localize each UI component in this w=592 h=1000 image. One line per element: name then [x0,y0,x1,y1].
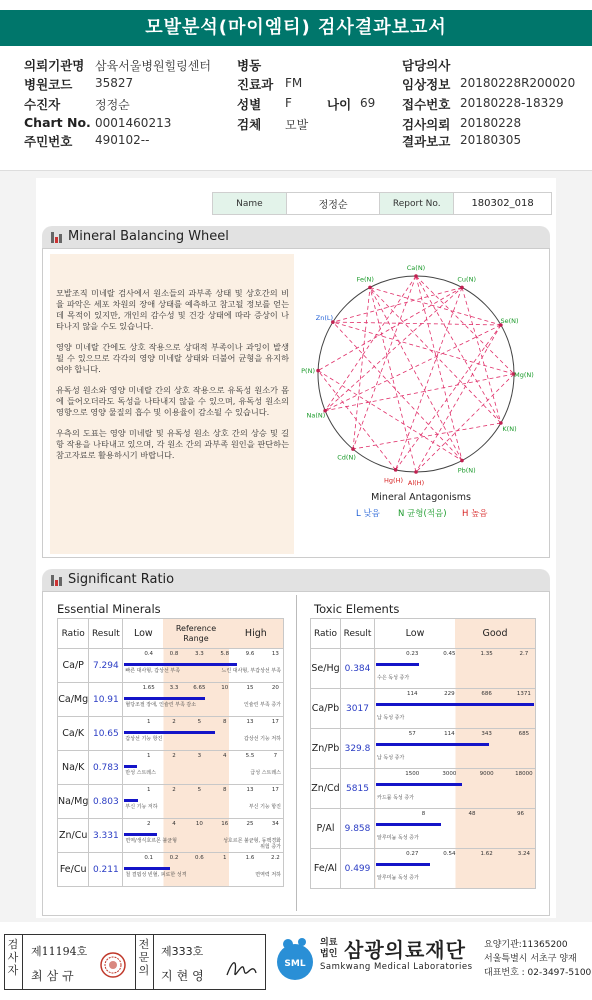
tick-label: 1.65 [142,685,155,691]
col-low: Low [375,619,455,648]
col-ratio: Ratio [311,619,341,649]
report-title: 모발분석(마이엠티) 검사결과보고서 [0,10,592,46]
tick-label: 343 [481,731,492,737]
tick-label: 2 [172,787,176,793]
ratio-row [58,717,284,751]
info-label: 수진자 [24,97,61,112]
ratio-bar-cell [375,849,536,889]
ratio-bar [376,663,419,666]
info-label: 진료과 [237,77,274,92]
supervisor-number: 제333호 [161,945,204,958]
ratio-note-high: 급성 스트레스 [250,770,281,776]
ratio-note-high: 인슐린 부족 증가 [244,702,281,708]
ratio-bar-cell [123,819,284,853]
org-english-name: Samkwang Medical Laboratories [320,962,473,972]
ratio-note-low: 면역/생식호르몬 불균형 [125,838,177,844]
footer [0,926,592,1000]
wheel-paragraph: 우측의 도표는 영양 미네랄 및 유독성 원소 상호 간의 상승 및 길항 작용을 나타내고 있으며, 각 원소 간의 과부족 원인을 판단하는 참고자료로 활용하시기 바랍니다. [56,428,289,460]
ratio-note: 납 독성 증가 [377,755,405,761]
ratio-row [311,689,536,729]
ratio-row [311,849,536,889]
ratio-result: 0.783 [89,751,123,785]
ratio-bar [376,823,441,826]
panel-divider [296,595,297,911]
tick-label: 3.24 [517,851,530,857]
ratio-bar [124,697,205,700]
wheel-paragraph: 영양 미네랄 간에도 상호 작용으로 상대적 부족이나 과잉이 발생될 수 있으므로 각각의 영양 미네랄 상태와 더불어 균형을 유지하여야 합니다. [56,342,289,374]
ratio-bar-cell [375,729,536,769]
wheel-label: Hg(H) [384,476,404,485]
col-result: Result [89,619,123,649]
tick-label: 2 [146,821,151,827]
tick-label: 685 [518,731,530,737]
tick-label: 20 [271,685,279,691]
tick-label: 1 [146,787,151,793]
info-label: 임상정보 [402,77,451,92]
ratio-result: 0.211 [89,853,123,887]
logo-text: SML [284,959,306,969]
ratio-note-low: 철 결핍성 빈혈, 피로한 성격 [125,872,187,878]
ratio-note-low: 빠른 대사형, 갑상선 부족 [125,668,181,674]
ratio-result: 9.858 [341,809,375,849]
wheel-paragraph: 유독성 원소와 영양 미네랄 간의 상호 작용으로 유독성 원소가 몸에 들어오더라도 독성을 나타내지 않을 수 있으며, 유독성 원소의 영향으로 영양 물질의 흡수 및 이용율이 감소될 수 있습니다. [56,385,289,417]
age-label: 나이 [327,97,352,112]
element-node [394,468,398,472]
contact-info [484,938,592,980]
info-label: 담당의사 [402,58,451,73]
tick-label: 13 [271,651,279,657]
ratio-note-high: 갑상선 기능 저하 [244,736,281,742]
ratio-note-high: 느린 대사형, 부갑상선 부족 [221,668,281,674]
name-value: 정정순 [286,193,380,215]
tick-label: 0.8 [169,651,179,657]
name-label: Name [213,193,287,215]
tick-label: 5.5 [245,753,255,759]
essential-title: Essential Minerals [57,602,161,616]
tick-label: 686 [481,691,492,697]
mineral-wheel-diagram [298,262,548,498]
ratio-note: 알루미늄 독성 증가 [377,835,419,841]
tick-label: 10 [195,821,203,827]
info-label: 접수번호 [402,97,451,112]
info-label: 검체 [237,117,262,132]
ratio-bar-cell [123,853,284,887]
tick-label: 9000 [479,771,494,777]
ratio-bar-cell [123,717,284,751]
ratio-bar [376,783,462,786]
wheel-label: Zn(L) [315,313,334,322]
wheel-section-header [42,226,550,248]
ratio-note-low: 혈당조절 장애, 인슐린 부족 감소 [125,702,197,708]
name-report-table [212,192,552,215]
tick-label: 5 [197,787,202,793]
ratio-name: Zn/Cd [311,769,341,809]
supervisor-name: 지현영 [161,969,208,983]
ratio-note-low: 만성 스트레스 [125,770,156,776]
tick-label: 1.35 [480,651,493,657]
wheel-label: Se(N) [500,317,519,325]
ratio-row [58,683,284,717]
ratio-note: 납 독성 증가 [377,715,405,721]
ratio-bar-cell [375,769,536,809]
ratio-bar-cell [123,751,284,785]
info-value: FM [285,76,303,90]
report-no-value: 180302_018 [454,193,552,215]
tick-label: 114 [406,691,418,697]
official-seal-icon [99,951,127,979]
age-value: 69 [360,96,376,110]
tick-label: 57 [408,731,416,737]
tick-label: 8 [222,787,227,793]
ratio-row [311,809,536,849]
tick-label: 2.7 [519,651,529,657]
org-prefix [320,938,337,960]
ratio-row [58,853,284,887]
tick-label: 3.3 [169,685,179,691]
inspector-name: 최삼규 [31,969,78,983]
signature-icon [223,955,259,983]
tick-label: 9.6 [245,651,255,657]
ratio-name: Ca/Mg [58,683,89,717]
tick-label: 2.2 [271,855,280,861]
ratio-result: 7.294 [89,649,123,683]
tick-label: 3.3 [195,651,204,657]
tick-label: 0.27 [406,851,419,857]
ratio-note: 카드뮴 독성 증가 [377,795,414,801]
tick-label: 114 [444,731,455,737]
legend-normal: N 균형(적음) [398,509,447,519]
tick-label: 1371 [516,691,531,697]
ratio-bar-cell [375,649,536,689]
tick-label: 10 [221,685,229,691]
ratio-name: Na/K [58,751,89,785]
wheel-label: Na(N) [306,411,326,420]
tick-label: 3 [197,753,202,759]
ratio-note-high: 면역력 저하 [255,872,281,878]
report-no-label: Report No. [380,193,454,215]
tick-label: 0.6 [195,855,204,861]
info-value: 0001460213 [95,116,172,130]
info-value: 490102-- [95,133,150,147]
info-label: 병원코드 [24,77,73,92]
wheel-label: Cu(N) [457,275,476,284]
ratio-name: P/Al [311,809,341,849]
ratio-name: Fe/Cu [58,853,89,887]
tick-label: 5 [197,719,202,725]
tick-label: 96 [516,811,524,817]
ratio-row [311,729,536,769]
tick-label: 0.45 [443,651,456,657]
ratio-note: 알루미늄 독성 증가 [377,875,419,881]
bar-chart-icon [51,232,63,243]
ratio-bar [124,799,138,802]
wheel-description [50,254,294,554]
ratio-result: 3017 [341,689,375,729]
element-node [460,459,464,463]
tick-label: 0.2 [169,855,179,861]
ratio-note-low: 부신 기능 저하 [125,804,158,810]
essential-table [57,618,284,887]
org-prefix-2: 법인 [320,949,338,959]
legend-low: L 낮음 [356,509,380,519]
ratio-result: 0.803 [89,785,123,819]
ratio-bar [124,765,136,768]
tick-label: 13 [246,787,254,793]
tick-label: 0.4 [144,651,154,657]
tick-label: 4 [172,821,176,827]
contact-line: 대표번호 : 02-3497-5100 [484,968,592,978]
ratio-note: 수은 독성 증가 [377,675,410,681]
ratio-name: Zn/Cu [58,819,89,853]
ratio-note-low: 갑상선 기능 항진 [125,736,163,742]
col-low: Low [123,619,163,648]
contact-line: 요양기관:11365200 [484,940,568,950]
ratio-row [58,819,284,853]
tick-label: 1 [222,855,227,861]
col-high: High [229,619,283,648]
ratio-section-header [42,569,550,591]
ratio-bar [124,663,237,666]
tick-label: 1.62 [480,851,493,857]
tick-label: 4 [222,753,227,759]
ratio-bar [376,743,489,746]
ratio-row [58,785,284,819]
org-prefix-1: 의료 [320,938,338,948]
ratio-row [58,751,284,785]
info-label: Chart No. [24,115,91,130]
info-label: 병동 [237,58,262,73]
ratio-name: Se/Hg [311,649,341,689]
wheel-label: Fe(N) [356,275,374,284]
tick-label: 2 [172,753,176,759]
ratio-bar-cell [375,809,536,849]
ratio-bar-cell [123,649,284,683]
wheel-label: Pb(N) [457,466,476,475]
tick-label: 17 [271,787,279,793]
element-node [460,286,464,290]
tick-label: 16 [221,821,229,827]
ratio-bar [376,703,534,706]
tick-label: 0.23 [406,651,419,657]
bar-chart-icon [51,575,63,586]
info-value: 20180228 [460,116,522,130]
ratio-bar-cell [123,785,284,819]
tick-label: 229 [444,691,455,697]
info-value: F [285,96,292,110]
wheel-label: P(N) [301,367,315,376]
ratio-bar [124,833,157,836]
tick-label: 13 [246,719,254,725]
tick-label: 3000 [442,771,457,777]
col-result: Result [341,619,375,649]
ratio-note-high: 부신 기능 항진 [248,804,281,810]
inspector-number: 제11194호 [31,945,88,958]
ratio-bar [124,867,170,870]
tick-label: 1.6 [245,855,255,861]
element-node [368,286,372,290]
info-value: 20180305 [460,133,522,147]
element-node [414,470,418,474]
ratio-note-high: 성호르몬 불균형, 동맥경화 위험 증가 [223,838,281,850]
ratio-row [311,649,536,689]
wheel-label: Mg(N) [514,371,534,379]
contact-line: 서울특별시 서초구 양재 [484,954,577,964]
tick-label: 15 [246,685,254,691]
ratio-name: Zn/Pb [311,729,341,769]
info-value: 35827 [95,76,134,90]
sml-logo-icon [272,936,318,982]
ratio-bar [376,863,430,866]
wheel-label: Cd(N) [337,453,356,462]
tick-label: 5.8 [220,651,230,657]
tick-label: 0.1 [144,855,154,861]
element-node [414,274,418,278]
toxic-title: Toxic Elements [314,602,400,616]
info-label: 검사의뢰 [402,117,451,132]
info-label: 결과보고 [402,134,451,149]
signature-box [4,934,266,990]
tick-label: 18000 [515,771,533,777]
info-label: 성별 [237,97,262,112]
ratio-result: 5815 [341,769,375,809]
ratio-result: 329.8 [341,729,375,769]
ratio-name: Ca/P [58,649,89,683]
wheel-section-title: Mineral Balancing Wheel [68,229,229,244]
wheel-label: K(N) [502,425,517,433]
col-good: Good [455,619,535,648]
info-value: 20180228R200020 [460,76,576,90]
col-range [123,619,284,649]
tick-label: 1500 [405,771,420,777]
ratio-result: 10.65 [89,717,123,751]
org-name: 삼광의료재단 [344,938,466,962]
ratio-name: Ca/Pb [311,689,341,729]
wheel-label: Al(H) [407,479,425,487]
info-value: 20180228-18329 [460,96,564,110]
tick-label: 17 [271,719,279,725]
tick-label: 34 [271,821,279,827]
supervisor-label: 전문의 [138,938,150,977]
info-value: 정정순 [95,98,130,112]
info-label: 의뢰기관명 [24,58,85,73]
wheel-paragraph: 모발조직 미네랄 검사에서 원소들의 과부족 상태 및 상호간의 비율 파악은 세포 차원의 장애 상태를 예측하고 참고될 정보를 얻는데 목적이 있지만, 개인의 감수성 및 건강 상태에 따라 증상이 나타나지 않을 수도 있습니다. [56,288,289,331]
toxic-table [310,618,536,889]
ratio-bar-cell [123,683,284,717]
legend-title: Mineral Antagonisms [371,492,471,503]
ratio-name: Ca/K [58,717,89,751]
ratio-bar [124,731,215,734]
wheel-label: Ca(N) [406,264,426,272]
tick-label: 0.54 [443,851,456,857]
ratio-bar-cell [375,689,536,729]
tick-label: 2 [172,719,176,725]
inspector-label: 검사자 [7,938,19,977]
element-node [316,369,320,373]
tick-label: 1 [146,719,151,725]
ratio-result: 0.384 [341,649,375,689]
tick-label: 8 [222,719,227,725]
tick-label: 7 [273,753,278,759]
ratio-name: Na/Mg [58,785,89,819]
info-value: 모발 [285,118,309,132]
col-range [375,619,536,649]
col-ratio: Ratio [58,619,89,649]
tick-label: 25 [246,821,254,827]
tick-label: 6.65 [193,685,206,691]
tick-label: 8 [421,811,426,817]
ratio-name: Fe/Al [311,849,341,889]
info-label: 주민번호 [24,134,73,149]
ratio-result: 3.331 [89,819,123,853]
ratio-result: 0.499 [341,849,375,889]
tick-label: 1 [146,753,151,759]
info-value: 삼육서울병원힐링센터 [95,59,211,73]
tick-label: 48 [468,811,476,817]
element-node [351,447,355,451]
ratio-result: 10.91 [89,683,123,717]
legend-high: H 높음 [462,509,488,519]
ratio-row [311,769,536,809]
col-ref: Reference Range [163,619,228,648]
ratio-section-title: Significant Ratio [68,572,175,587]
ratio-row [58,649,284,683]
